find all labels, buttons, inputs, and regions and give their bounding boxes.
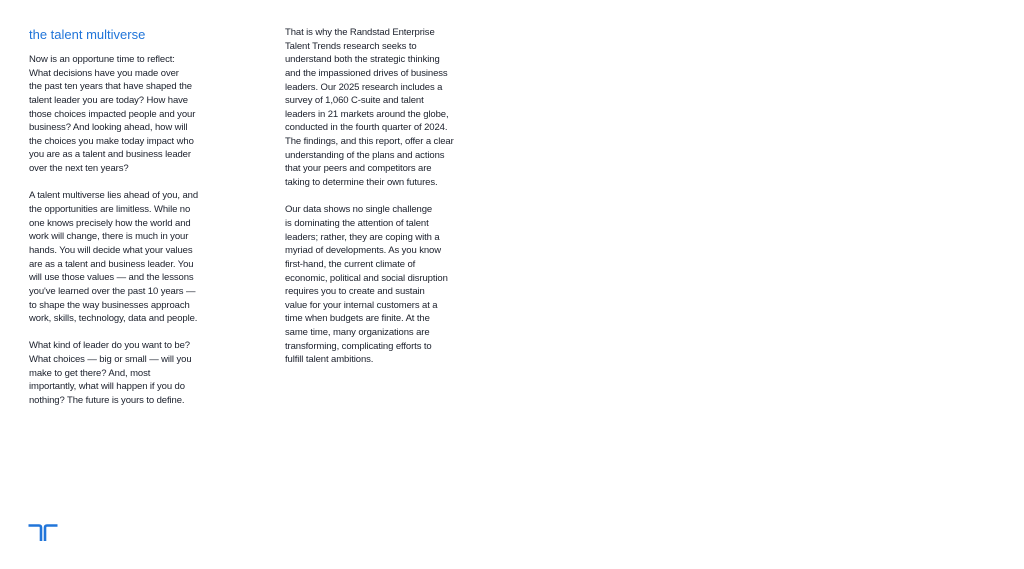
text-line: value for your internal customers at a (285, 299, 438, 311)
text-line: myriad of developments. As you know (285, 245, 441, 257)
paragraph (29, 53, 244, 176)
text-line: those choices impacted people and your (29, 108, 196, 120)
text-line: are as a talent and business leader. You (29, 258, 194, 270)
paragraph (29, 339, 244, 407)
randstad-logo-icon (27, 524, 59, 542)
text-line: understand both the strategic thinking (285, 54, 440, 66)
text-line: talent leader you are today? How have (29, 94, 188, 106)
text-line: you are as a talent and business leader (29, 149, 191, 161)
text-line: same time, many organizations are (285, 327, 430, 339)
left-column (29, 53, 244, 408)
text-line: to shape the way businesses approach (29, 299, 190, 311)
text-line: nothing? The future is yours to define. (29, 395, 185, 407)
text-line: the past ten years that have shaped the (29, 81, 192, 93)
page-title: the talent multiverse (29, 27, 146, 42)
text-line: Our data shows no single challenge (285, 204, 433, 216)
text-line: A talent multiverse lies ahead of you, and (29, 190, 199, 202)
text-line: make to get there? And, most (29, 367, 151, 379)
text-line: work will change, there is much in your (29, 231, 189, 243)
text-line: time when budgets are finite. At the (285, 313, 430, 325)
text-line: requires you to create and sustain (285, 286, 425, 298)
text-line: taking to determine their own futures. (285, 177, 438, 189)
text-line: that your peers and competitors are (285, 163, 432, 175)
paragraph (285, 26, 500, 190)
text-line: business? And looking ahead, how will (29, 122, 188, 134)
paragraph (29, 189, 244, 325)
text-line: transforming, complicating efforts to (285, 340, 432, 352)
text-line: leaders; rather, they are coping with a (285, 231, 440, 243)
text-line: over the next ten years? (29, 163, 129, 175)
text-line: That is why the Randstad Enterprise (285, 27, 435, 38)
text-line: the choices you make today impact who (29, 135, 194, 147)
text-line: Talent Trends research seeks to (285, 40, 417, 52)
text-line: What decisions have you made over (29, 67, 179, 79)
text-line: work, skills, technology, data and people. (29, 313, 198, 325)
right-column (285, 26, 500, 367)
text-line: you've learned over the past 10 years — (29, 285, 196, 297)
paragraph (285, 203, 500, 367)
text-line: the opportunities are limitless. While no (29, 204, 191, 216)
text-line: hands. You will decide what your values (29, 244, 193, 256)
text-line: leaders in 21 markets around the globe, (285, 108, 449, 120)
text-line: is dominating the attention of talent (285, 217, 429, 229)
text-line: The findings, and this report, offer a clear (285, 136, 454, 148)
text-line: one knows precisely how the world and (29, 217, 191, 229)
text-line: and the impassioned drives of business (285, 67, 448, 79)
text-line: understanding of the plans and actions (285, 149, 445, 161)
text-line: leaders. Our 2025 research includes a (285, 81, 443, 93)
text-line: What kind of leader do you want to be? (29, 340, 190, 352)
text-line: economic, political and social disruption (285, 272, 448, 284)
text-line: Now is an opportune time to reflect: (29, 54, 175, 65)
text-line: survey of 1,060 C-suite and talent (285, 95, 424, 107)
text-line: will use those values — and the lessons (29, 272, 194, 284)
text-line: first-hand, the current climate of (285, 258, 416, 270)
text-line: What choices — big or small — will you (29, 354, 192, 366)
text-line: fulfill talent ambitions. (285, 354, 374, 366)
text-line: importantly, what will happen if you do (29, 381, 185, 393)
text-line: conducted in the fourth quarter of 2024. (285, 122, 448, 134)
